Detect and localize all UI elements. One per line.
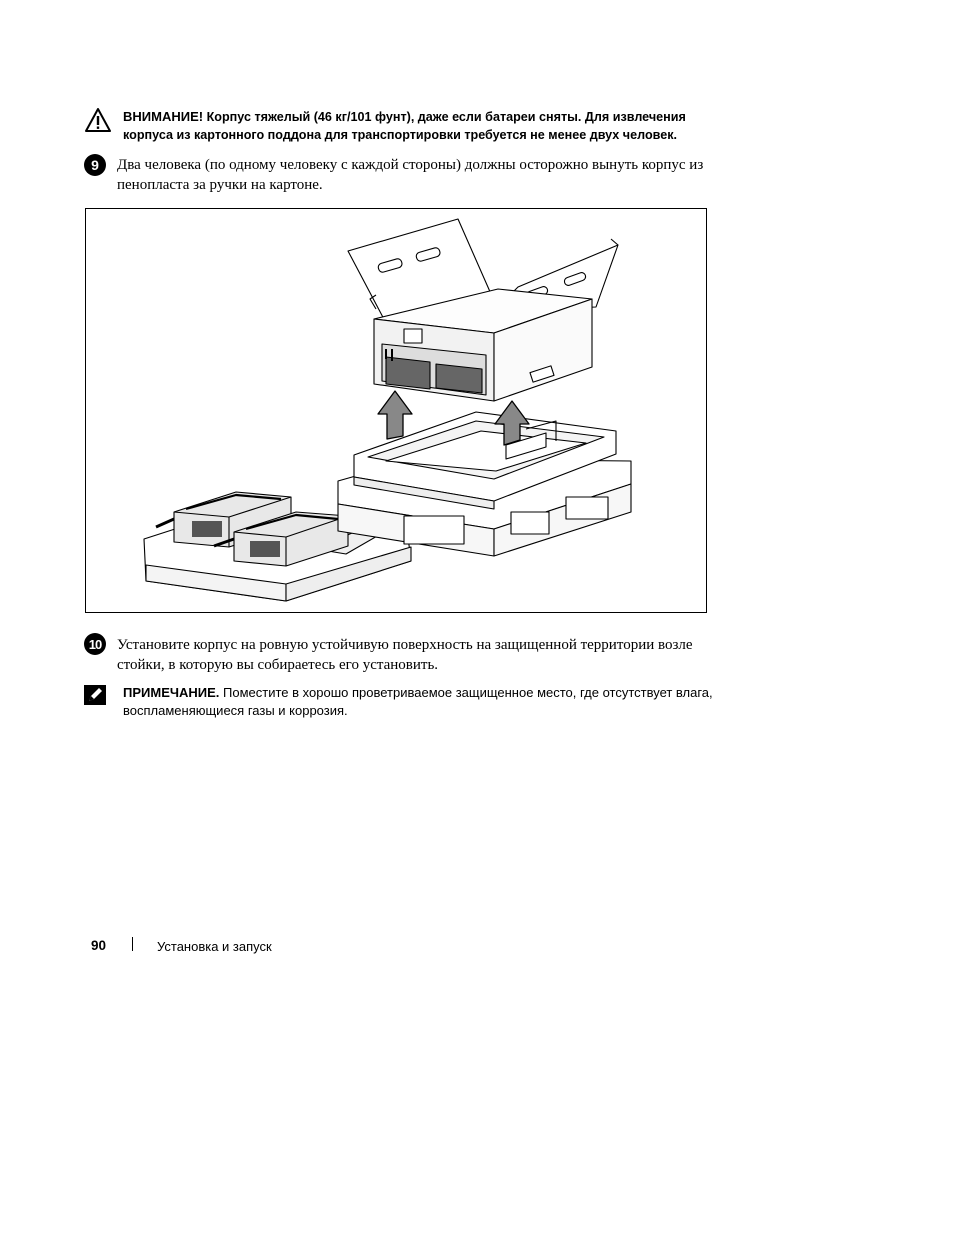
- unpacking-illustration: [85, 208, 707, 613]
- step-10-badge: 10: [84, 633, 106, 655]
- note-label: ПРИМЕЧАНИЕ.: [123, 685, 220, 700]
- page-number: 90: [91, 938, 107, 953]
- step-10-text: Установите корпус на ровную устойчивую поверхность на защищенной территории возле стойки, в которую вы собираетесь его установить.: [117, 637, 693, 673]
- ups-chassis-with-carton: [348, 219, 618, 401]
- section-title: Установка и запуск: [157, 939, 272, 954]
- caution-message: [123, 108, 733, 144]
- footer-divider: [132, 937, 133, 951]
- warning-triangle-icon: [84, 107, 112, 133]
- step-9-badge: 9: [84, 154, 106, 176]
- note-body: Поместите в хорошо проветриваемое защищенное место, где отсутствует влага, воспламеняющиеся газы и коррозия.: [123, 685, 713, 718]
- caution-body: Корпус тяжелый (46 кг/101 фунт), даже если батареи сняты. Для извлечения корпуса из картонного поддона для транспортировки требуется не менее двух человек.: [123, 110, 686, 142]
- caution-label: ВНИМАНИЕ!: [123, 109, 204, 124]
- step-9-text: Два человека (по одному человеку с каждой стороны) должны осторожно вынуть корпус из пенопласта за ручки на картоне.: [117, 157, 704, 193]
- pencil-note-icon: [84, 685, 106, 705]
- note-message: [123, 684, 738, 720]
